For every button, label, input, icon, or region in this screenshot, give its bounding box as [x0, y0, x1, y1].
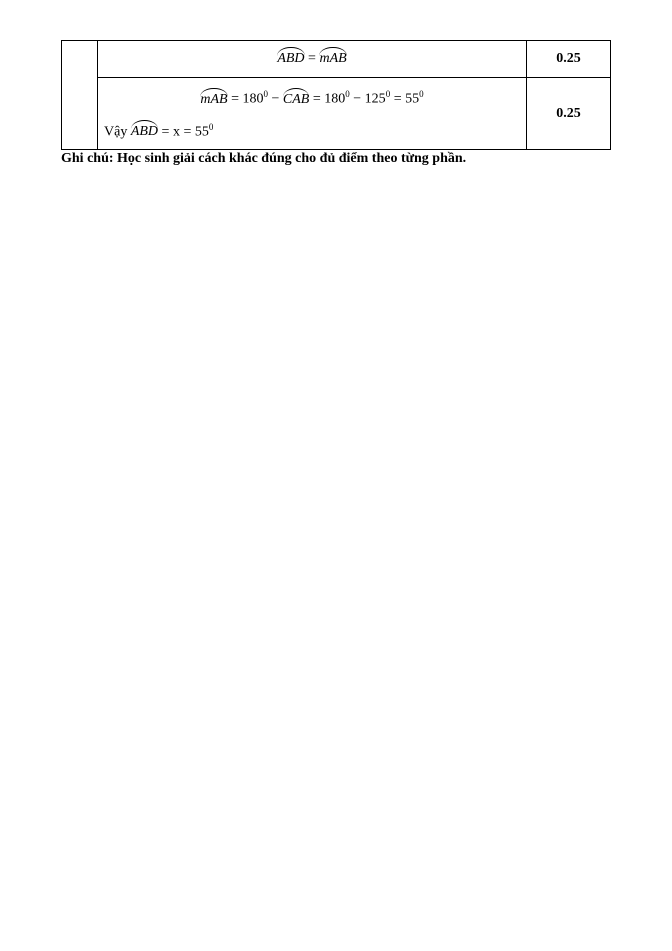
- arc-mab: mAB: [319, 51, 347, 66]
- grading-note: Ghi chú: Học sinh giải cách khác đúng cho đủ điểm theo từng phần.: [61, 151, 467, 166]
- blank-cell: [62, 41, 98, 150]
- conclusion-line: Vậy ABD = $x = 55^0$: [104, 121, 214, 140]
- score-cell: 0.25: [527, 41, 611, 78]
- grading-table: [61, 40, 611, 150]
- equation-cell: [98, 78, 527, 150]
- equation-cell: [98, 41, 527, 78]
- equation-arc-equality: ABD = mAB: [277, 51, 347, 66]
- table-row: [62, 41, 611, 78]
- score-cell: 0.25: [527, 78, 611, 150]
- arc-abd: ABD: [277, 51, 305, 66]
- table-row: [62, 78, 611, 150]
- equation-arc-computation: mAB = $180^0$ − CAB = $180^0 - 125^0 = 55^0$: [200, 88, 424, 107]
